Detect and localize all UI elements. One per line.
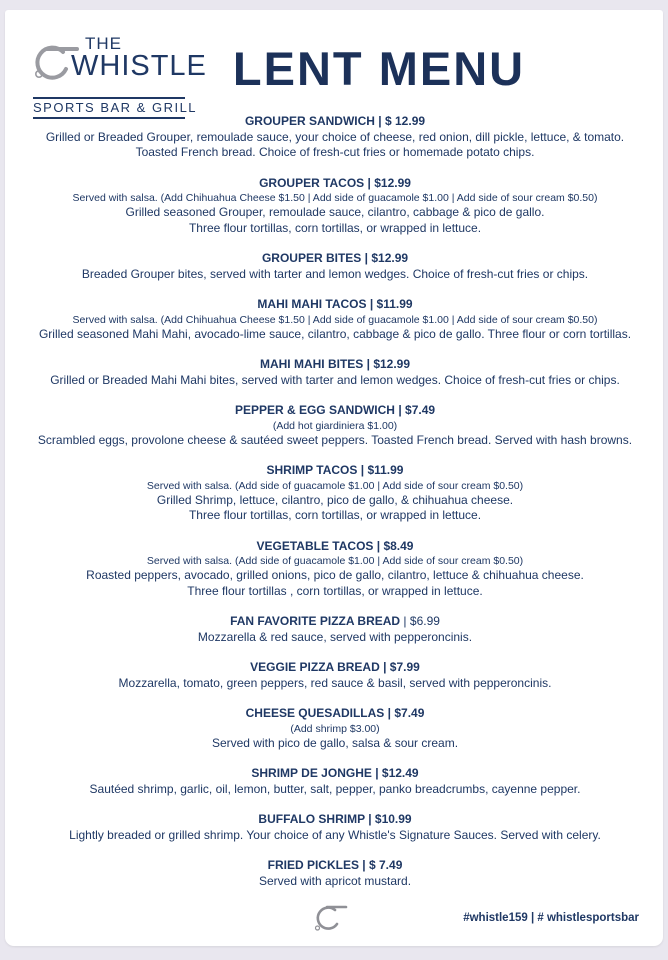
menu-item-name: PEPPER & EGG SANDWICH xyxy=(234,403,395,417)
heading-separator: | xyxy=(364,175,375,190)
menu-item-name: VEGGIE PIZZA BREAD xyxy=(250,660,380,674)
menu-item-name: GROUPER SANDWICH xyxy=(244,114,375,128)
menu-item-heading xyxy=(19,251,651,267)
menu-item-name: MAHI MAHI TACOS xyxy=(257,297,367,311)
menu-item xyxy=(19,114,651,161)
menu-item-price: $7.99 xyxy=(389,660,420,674)
menu-item-description: Grilled or Breaded Grouper, remoulade sauce, your choice of cheese, red onion, dill pickle, lettuce, & tomato. xyxy=(45,129,625,144)
menu-item-name: VEGETABLE TACOS xyxy=(256,538,374,553)
menu-item-description: Lightly breaded or grilled shrimp. Your choice of any Whistle's Signature Sauces. Served with celery. xyxy=(69,827,601,842)
menu-item-price: $7.49 xyxy=(394,706,425,720)
menu-item xyxy=(19,858,651,889)
menu-item-heading xyxy=(19,766,651,782)
menu-item xyxy=(19,176,651,237)
menu-item-description: Grilled or Breaded Mahi Mahi bites, served with tarter and lemon wedges. Choice of fresh-cut fries or chips. xyxy=(50,372,620,387)
menu-item-price: $6.99 xyxy=(409,614,440,628)
menu-item-heading xyxy=(19,539,651,555)
menu-item-name: FAN FAVORITE PIZZA BREAD xyxy=(230,614,401,628)
heading-separator: | xyxy=(373,538,384,553)
menu-item-description: (Add shrimp $3.00) xyxy=(290,722,380,735)
menu-item-price: $ 12.99 xyxy=(385,114,426,128)
logo-line1: THE xyxy=(85,34,122,53)
menu-item-name: GROUPER TACOS xyxy=(259,175,365,190)
logo-wordmark xyxy=(71,36,207,80)
menu-item-price: $12.49 xyxy=(381,766,419,780)
menu-item-name: CHEESE QUESADILLAS xyxy=(245,706,385,720)
heading-separator: | xyxy=(363,357,374,371)
menu-item-description: Three flour tortillas, corn tortillas, or wrapped in lettuce. xyxy=(188,508,482,522)
menu-item-price: $12.99 xyxy=(374,175,411,190)
menu-item-description: Served with salsa. (Add side of guacamole $1.00 | Add side of sour cream $0.50) xyxy=(146,555,524,567)
menu-item-heading xyxy=(19,812,651,828)
menu-item xyxy=(19,766,651,797)
menu-item-name: GROUPER BITES xyxy=(261,251,362,265)
heading-separator: | xyxy=(361,251,372,265)
menu-item xyxy=(19,463,651,524)
menu-item-heading xyxy=(19,176,651,192)
heading-separator: | xyxy=(374,114,385,128)
menu-item-description: Three flour tortillas, corn tortillas, or wrapped in lettuce. xyxy=(188,220,482,235)
heading-separator: | xyxy=(400,614,410,628)
menu-item-heading xyxy=(19,858,651,874)
menu-item-price: $12.99 xyxy=(373,357,411,371)
menu-item-heading xyxy=(19,463,651,479)
menu-item-description: Grilled Shrimp, lettuce, cilantro, pico de gallo, & chihuahua cheese. xyxy=(156,492,514,507)
menu-item-description: Three flour tortillas , corn tortillas, or wrapped in lettuce. xyxy=(187,583,483,598)
menu-item-description: (Add hot giardiniera $1.00) xyxy=(272,419,398,432)
menu-item-description: Served with apricot mustard. xyxy=(258,873,412,888)
menu-item-description: Toasted French bread. Choice of fresh-cut fries or homemade potato chips. xyxy=(135,145,535,159)
menu-footer xyxy=(5,904,663,938)
menu-item xyxy=(19,706,651,751)
menu-item-heading xyxy=(19,357,651,373)
menu-item-description: Breaded Grouper bites, served with tarter and lemon wedges. Choice of fresh-cut fries or chips. xyxy=(81,266,589,281)
menu-item xyxy=(19,251,651,282)
menu-item-name: FRIED PICKLES xyxy=(267,858,359,872)
menu-item-description: Grilled seasoned Grouper, remoulade sauce, cilantro, cabbage & pico de gallo. xyxy=(125,205,545,219)
menu-item-heading xyxy=(19,297,651,313)
page-title: LENT MENU xyxy=(232,42,526,95)
menu-item-price: $10.99 xyxy=(374,812,412,826)
menu-item-name: SHRIMP TACOS xyxy=(266,463,358,477)
menu-item-name: BUFFALO SHRIMP xyxy=(258,812,365,826)
menu-item-description: Served with salsa. (Add side of guacamole $1.00 | Add side of sour cream $0.50) xyxy=(146,479,524,492)
menu-item-price: $ 7.49 xyxy=(369,858,403,872)
logo-line2: WHISTLE xyxy=(71,50,207,82)
menu-header xyxy=(19,32,649,114)
heading-separator: | xyxy=(357,463,368,477)
menu-item-heading xyxy=(19,614,651,630)
menu-item-description: Roasted peppers, avocado, grilled onions, pico de gallo, cilantro, lettuce & chihuahua cheese. xyxy=(86,568,584,582)
menu-item-price: $11.99 xyxy=(376,297,413,311)
menu-item-description: Sautéed shrimp, garlic, oil, lemon, butter, salt, pepper, panko breadcrumbs, cayenne pepper. xyxy=(89,781,581,796)
menu-item-description: Grilled seasoned Mahi Mahi, avocado-lime sauce, cilantro, cabbage & pico de gallo. Three flour or corn tortillas. xyxy=(38,326,632,341)
menu-item-description: Mozzarella, tomato, green peppers, red sauce & basil, served with pepperoncinis. xyxy=(118,675,552,690)
menu-item xyxy=(19,403,651,448)
menu-item-price: $7.49 xyxy=(405,403,436,417)
menu-item-name: SHRIMP DE JONGHE xyxy=(251,766,372,780)
heading-separator: | xyxy=(366,297,377,311)
heading-separator: | xyxy=(394,403,406,417)
menu-item-name: MAHI MAHI BITES xyxy=(259,357,364,371)
menu-item-description: Served with pico de gallo, salsa & sour cream. xyxy=(211,735,459,750)
menu-item-list xyxy=(19,114,651,889)
heading-separator: | xyxy=(379,660,390,674)
menu-item xyxy=(19,539,651,600)
heading-separator: | xyxy=(384,706,395,720)
menu-item xyxy=(19,297,651,342)
whistle-icon xyxy=(313,904,349,941)
menu-item xyxy=(19,812,651,843)
menu-item-description: Mozzarella & red sauce, served with pepperoncinis. xyxy=(197,629,473,644)
brand-logo xyxy=(33,34,207,119)
heading-separator: | xyxy=(371,766,382,780)
heading-separator: | xyxy=(358,858,369,872)
menu-item-heading xyxy=(19,660,651,676)
menu-item xyxy=(19,357,651,388)
menu-item-price: $11.99 xyxy=(367,463,404,477)
menu-item-heading xyxy=(19,403,651,419)
menu-page xyxy=(5,10,663,946)
menu-item-description: Served with salsa. (Add Chihuahua Cheese $1.50 | Add side of guacamole $1.00 | Add side of sour cream $0.50) xyxy=(72,313,598,326)
logo-tagline: SPORTS BAR & GRILL xyxy=(33,99,185,119)
heading-separator: | xyxy=(364,812,375,826)
menu-item xyxy=(19,614,651,645)
menu-item-price: $8.49 xyxy=(383,538,414,553)
menu-item-description: Scrambled eggs, provolone cheese & sautéed sweet peppers. Toasted French bread. Served with hash browns. xyxy=(37,432,633,447)
menu-item xyxy=(19,660,651,691)
menu-item-price: $12.99 xyxy=(371,251,409,265)
menu-item-heading xyxy=(19,706,651,722)
menu-item-description: Served with salsa. (Add Chihuahua Cheese $1.50 | Add side of guacamole $1.00 | Add side of sour cream $0.50) xyxy=(72,192,598,204)
social-hashtags: #whistle159 | # whistlesportsbar xyxy=(463,912,639,924)
